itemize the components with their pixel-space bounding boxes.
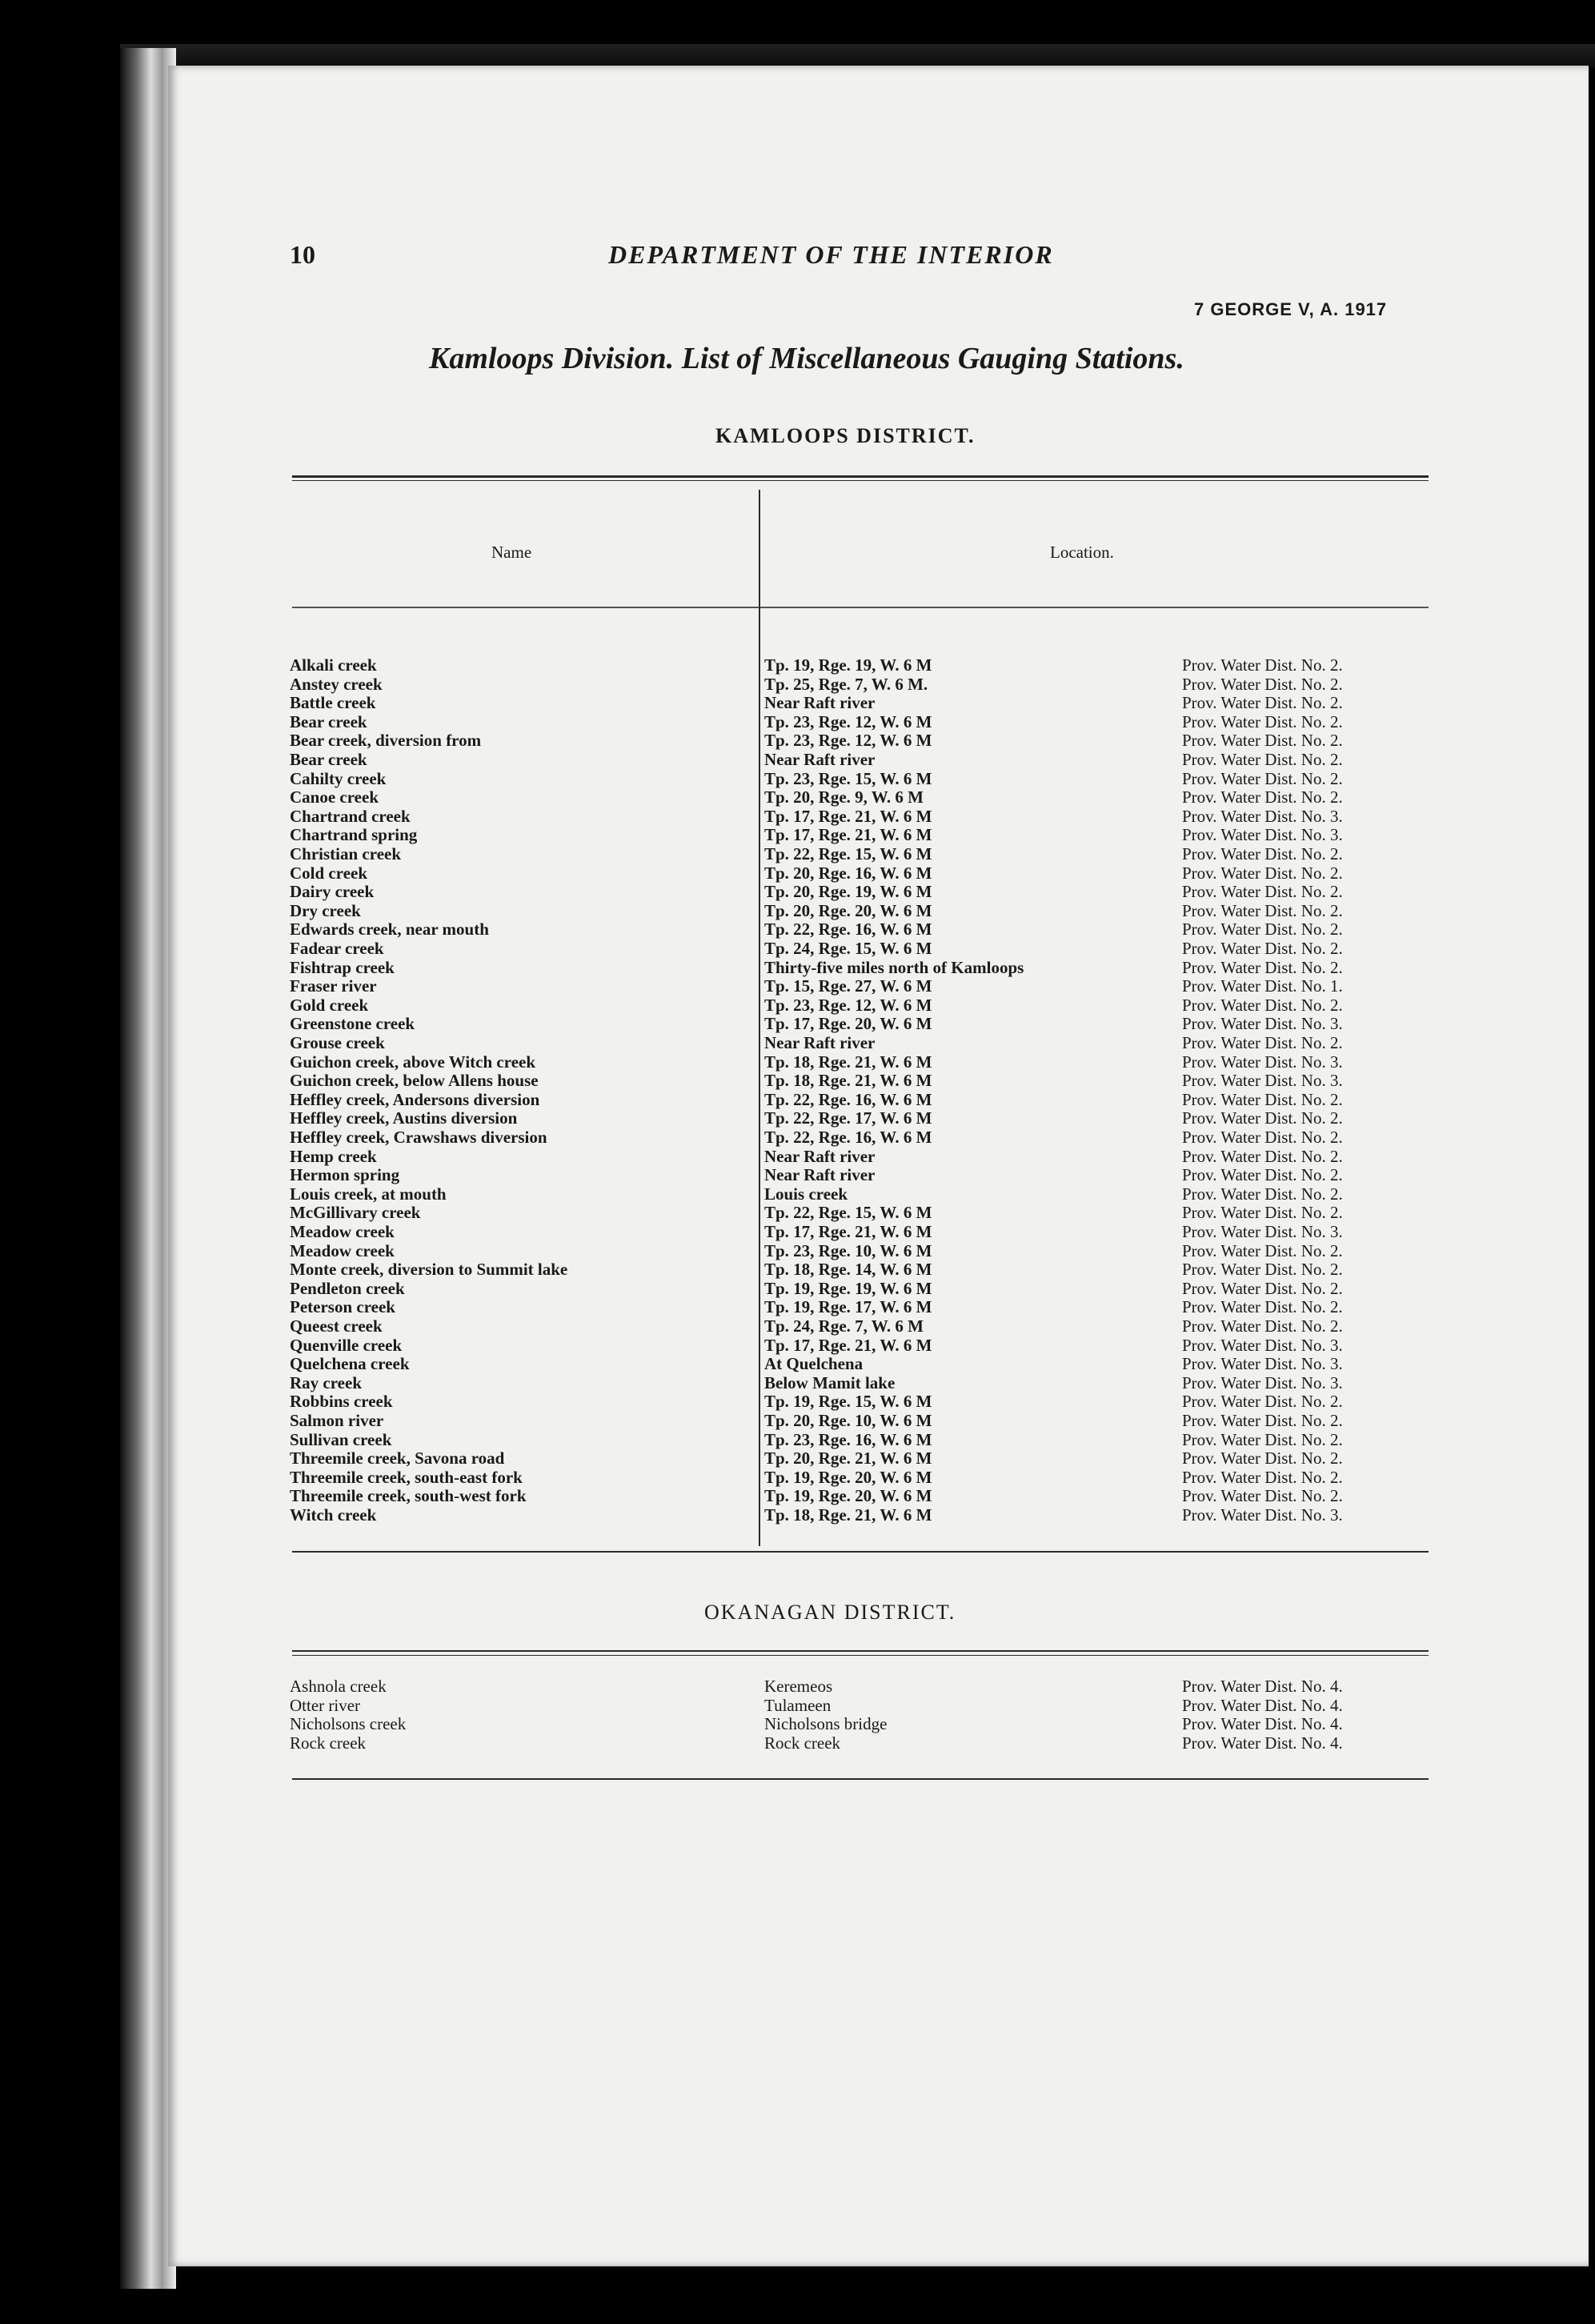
station-name: Gold creek [290, 995, 369, 1015]
water-district: Prov. Water Dist. No. 2. [1182, 1392, 1343, 1412]
water-district: Prov. Water Dist. No. 2. [1182, 920, 1343, 940]
station-location: Tp. 22, Rge. 16, W. 6 M [764, 1128, 932, 1147]
station-name: Witch creek [290, 1505, 377, 1525]
column-header-name: Name [491, 543, 532, 562]
station-location: Near Raft river [764, 1146, 876, 1166]
okanagan-top-rule [292, 1650, 1429, 1652]
okanagan-top-rule-thin [292, 1655, 1429, 1656]
water-district: Prov. Water Dist. No. 4. [1182, 1695, 1343, 1715]
station-name: Rock creek [290, 1733, 367, 1753]
station-name: Bear creek [290, 711, 367, 731]
station-location: Below Mamit lake [764, 1372, 896, 1392]
water-district: Prov. Water Dist. No. 3. [1182, 1052, 1343, 1072]
water-district: Prov. Water Dist. No. 2. [1182, 863, 1343, 883]
water-district: Prov. Water Dist. No. 2. [1182, 1467, 1343, 1487]
station-name: Battle creek [290, 693, 376, 713]
station-location: Tp. 22, Rge. 15, W. 6 M [764, 1203, 932, 1223]
water-district: Prov. Water Dist. No. 2. [1182, 882, 1343, 902]
station-location: Tp. 17, Rge. 21, W. 6 M [764, 1335, 932, 1355]
station-name: Meadow creek [290, 1222, 395, 1241]
water-district: Prov. Water Dist. No. 2. [1182, 1316, 1343, 1336]
station-name: Bear creek, diversion from [290, 731, 482, 751]
station-name: Heffley creek, Crawshaws diversion [290, 1128, 547, 1147]
station-location: Tp. 19, Rge. 15, W. 6 M [764, 1392, 932, 1412]
station-location: Tp. 18, Rge. 21, W. 6 M [764, 1052, 932, 1072]
water-district: Prov. Water Dist. No. 2. [1182, 1297, 1343, 1317]
station-name: Guichon creek, below Allens house [290, 1071, 539, 1091]
station-name: Salmon river [290, 1411, 384, 1430]
station-name: Quelchena creek [290, 1354, 410, 1374]
station-location: Tp. 23, Rge. 15, W. 6 M [764, 768, 932, 788]
station-name: Heffley creek, Andersons diversion [290, 1089, 540, 1109]
station-name: Pendleton creek [290, 1278, 405, 1298]
water-district: Prov. Water Dist. No. 2. [1182, 957, 1343, 977]
water-district: Prov. Water Dist. No. 1. [1182, 976, 1343, 996]
station-location: Tp. 15, Rge. 27, W. 6 M [764, 976, 932, 996]
water-district: Prov. Water Dist. No. 2. [1182, 1184, 1343, 1204]
station-name: Meadow creek [290, 1240, 395, 1260]
water-district: Prov. Water Dist. No. 2. [1182, 787, 1343, 807]
station-location: Tp. 22, Rge. 15, W. 6 M [764, 844, 932, 863]
station-location: Tp. 17, Rge. 20, W. 6 M [764, 1014, 932, 1034]
station-name: Fadear creek [290, 939, 384, 958]
station-name: Grouse creek [290, 1033, 385, 1052]
water-district: Prov. Water Dist. No. 3. [1182, 806, 1343, 826]
station-name: Heffley creek, Austins diversion [290, 1108, 518, 1128]
station-location: Tp. 23, Rge. 10, W. 6 M [764, 1240, 932, 1260]
station-location: Tp. 19, Rge. 19, W. 6 M [764, 1278, 932, 1298]
water-district: Prov. Water Dist. No. 3. [1182, 1222, 1343, 1241]
station-location: Tp. 22, Rge. 17, W. 6 M [764, 1108, 932, 1128]
page-number: 10 [290, 240, 315, 269]
station-location: Tp. 20, Rge. 10, W. 6 M [764, 1411, 932, 1430]
station-location: Tulameen [764, 1695, 832, 1715]
station-location: Near Raft river [764, 1165, 876, 1185]
station-location: Tp. 20, Rge. 16, W. 6 M [764, 863, 932, 883]
water-district: Prov. Water Dist. No. 2. [1182, 900, 1343, 920]
microfilm-top-border [120, 44, 1595, 68]
station-location: Tp. 17, Rge. 21, W. 6 M [764, 806, 932, 826]
station-name: Peterson creek [290, 1297, 395, 1317]
station-location: Tp. 19, Rge. 20, W. 6 M [764, 1467, 932, 1487]
station-name: McGillivary creek [290, 1203, 421, 1223]
station-location: Nicholsons bridge [764, 1714, 888, 1734]
station-location: Tp. 20, Rge. 20, W. 6 M [764, 900, 932, 920]
water-district: Prov. Water Dist. No. 2. [1182, 1203, 1343, 1223]
water-district: Prov. Water Dist. No. 2. [1182, 1260, 1343, 1280]
water-district: Prov. Water Dist. No. 2. [1182, 655, 1343, 675]
water-district: Prov. Water Dist. No. 2. [1182, 1240, 1343, 1260]
running-header: DEPARTMENT OF THE INTERIOR [608, 240, 1054, 269]
water-district: Prov. Water Dist. No. 3. [1182, 1071, 1343, 1091]
water-district: Prov. Water Dist. No. 4. [1182, 1714, 1343, 1734]
station-location: Near Raft river [764, 750, 876, 769]
water-district: Prov. Water Dist. No. 2. [1182, 693, 1343, 713]
water-district: Prov. Water Dist. No. 2. [1182, 1448, 1343, 1469]
station-location: Keremeos [764, 1677, 833, 1696]
station-name: Sullivan creek [290, 1429, 392, 1449]
water-district: Prov. Water Dist. No. 2. [1182, 674, 1343, 694]
station-location: Louis creek [764, 1184, 848, 1204]
water-district: Prov. Water Dist. No. 2. [1182, 1278, 1343, 1298]
station-name: Monte creek, diversion to Summit lake [290, 1260, 568, 1280]
station-name: Threemile creek, Savona road [290, 1448, 505, 1469]
water-district: Prov. Water Dist. No. 2. [1182, 1486, 1343, 1506]
station-location: Rock creek [764, 1733, 841, 1753]
water-district: Prov. Water Dist. No. 3. [1182, 1014, 1343, 1034]
station-location: Tp. 17, Rge. 21, W. 6 M [764, 825, 932, 845]
station-name: Cold creek [290, 863, 368, 883]
table-top-rule [292, 475, 1429, 478]
station-name: Nicholsons creek [290, 1714, 407, 1734]
station-name: Louis creek, at mouth [290, 1184, 447, 1204]
station-name: Dairy creek [290, 882, 375, 902]
session-label: 7 GEORGE V, A. 1917 [1194, 299, 1388, 319]
station-location: Tp. 24, Rge. 15, W. 6 M [764, 939, 932, 958]
water-district: Prov. Water Dist. No. 2. [1182, 1108, 1343, 1128]
station-name: Hemp creek [290, 1146, 377, 1166]
table-top-rule-thin [292, 480, 1429, 481]
water-district: Prov. Water Dist. No. 4. [1182, 1733, 1343, 1753]
water-district: Prov. Water Dist. No. 2. [1182, 844, 1343, 863]
station-name: Christian creek [290, 844, 402, 863]
water-district: Prov. Water Dist. No. 2. [1182, 1033, 1343, 1052]
station-location: Tp. 22, Rge. 16, W. 6 M [764, 920, 932, 940]
water-district: Prov. Water Dist. No. 2. [1182, 711, 1343, 731]
water-district: Prov. Water Dist. No. 2. [1182, 1089, 1343, 1109]
station-name: Queest creek [290, 1316, 383, 1336]
station-location: Tp. 19, Rge. 20, W. 6 M [764, 1486, 932, 1506]
station-location: Tp. 18, Rge. 14, W. 6 M [764, 1260, 932, 1280]
station-location: Tp. 23, Rge. 16, W. 6 M [764, 1429, 932, 1449]
station-name: Guichon creek, above Witch creek [290, 1052, 536, 1072]
station-name: Threemile creek, south-east fork [290, 1467, 523, 1487]
station-location: Tp. 19, Rge. 17, W. 6 M [764, 1297, 932, 1317]
station-location: Tp. 19, Rge. 19, W. 6 M [764, 655, 932, 675]
station-location: Tp. 20, Rge. 21, W. 6 M [764, 1448, 932, 1469]
station-location: Tp. 23, Rge. 12, W. 6 M [764, 711, 932, 731]
station-name: Chartrand spring [290, 825, 418, 845]
kamloops-heading: KAMLOOPS DISTRICT. [715, 424, 976, 447]
station-location: Tp. 20, Rge. 19, W. 6 M [764, 882, 932, 902]
station-name: Fraser river [290, 976, 377, 996]
water-district: Prov. Water Dist. No. 2. [1182, 1411, 1343, 1430]
station-name: Canoe creek [290, 787, 379, 807]
water-district: Prov. Water Dist. No. 2. [1182, 768, 1343, 788]
station-name: Hermon spring [290, 1165, 400, 1185]
water-district: Prov. Water Dist. No. 3. [1182, 1505, 1343, 1525]
water-district: Prov. Water Dist. No. 3. [1182, 1335, 1343, 1355]
station-location: Tp. 20, Rge. 9, W. 6 M [764, 787, 924, 807]
station-location: At Quelchena [764, 1354, 864, 1374]
station-name: Ashnola creek [290, 1677, 387, 1696]
water-district: Prov. Water Dist. No. 4. [1182, 1677, 1343, 1696]
station-location: Tp. 17, Rge. 21, W. 6 M [764, 1222, 932, 1241]
column-header-location: Location. [1050, 543, 1114, 562]
water-district: Prov. Water Dist. No. 2. [1182, 731, 1343, 751]
station-location: Near Raft river [764, 1033, 876, 1052]
station-name: Fishtrap creek [290, 957, 395, 977]
station-location: Tp. 25, Rge. 7, W. 6 M. [764, 674, 928, 694]
station-name: Alkali creek [290, 655, 377, 675]
station-location: Tp. 23, Rge. 12, W. 6 M [764, 731, 932, 751]
station-name: Cahilty creek [290, 768, 387, 788]
station-name: Ray creek [290, 1372, 362, 1392]
station-name: Chartrand creek [290, 806, 411, 826]
water-district: Prov. Water Dist. No. 2. [1182, 1429, 1343, 1449]
station-name: Anstey creek [290, 674, 383, 694]
station-name: Robbins creek [290, 1392, 393, 1412]
station-name: Greenstone creek [290, 1014, 415, 1034]
water-district: Prov. Water Dist. No. 2. [1182, 1165, 1343, 1185]
water-district: Prov. Water Dist. No. 2. [1182, 1128, 1343, 1147]
water-district: Prov. Water Dist. No. 2. [1182, 1146, 1343, 1166]
kamloops-bottom-rule [292, 1551, 1429, 1553]
page-title: Kamloops Division. List of Miscellaneous Gauging Stations. [429, 342, 1184, 375]
station-name: Edwards creek, near mouth [290, 920, 489, 940]
station-name: Threemile creek, south-west fork [290, 1486, 527, 1506]
station-location: Thirty-five miles north of Kamloops [764, 957, 1024, 977]
water-district: Prov. Water Dist. No. 3. [1182, 1372, 1343, 1392]
station-name: Quenville creek [290, 1335, 403, 1355]
station-location: Tp. 24, Rge. 7, W. 6 M [764, 1316, 924, 1336]
station-location: Tp. 18, Rge. 21, W. 6 M [764, 1505, 932, 1525]
water-district: Prov. Water Dist. No. 2. [1182, 939, 1343, 958]
water-district: Prov. Water Dist. No. 3. [1182, 1354, 1343, 1374]
column-divider [759, 490, 760, 1546]
station-location: Tp. 22, Rge. 16, W. 6 M [764, 1089, 932, 1109]
station-location: Tp. 23, Rge. 12, W. 6 M [764, 995, 932, 1015]
station-location: Near Raft river [764, 693, 876, 713]
okanagan-heading: OKANAGAN DISTRICT. [704, 1601, 956, 1624]
header-rule [292, 607, 1429, 608]
station-name: Bear creek [290, 750, 367, 769]
station-location: Tp. 18, Rge. 21, W. 6 M [764, 1071, 932, 1091]
water-district: Prov. Water Dist. No. 3. [1182, 825, 1343, 845]
station-name: Otter river [290, 1695, 361, 1715]
station-name: Dry creek [290, 900, 361, 920]
okanagan-bottom-rule [292, 1778, 1429, 1780]
water-district: Prov. Water Dist. No. 2. [1182, 995, 1343, 1015]
water-district: Prov. Water Dist. No. 2. [1182, 750, 1343, 769]
